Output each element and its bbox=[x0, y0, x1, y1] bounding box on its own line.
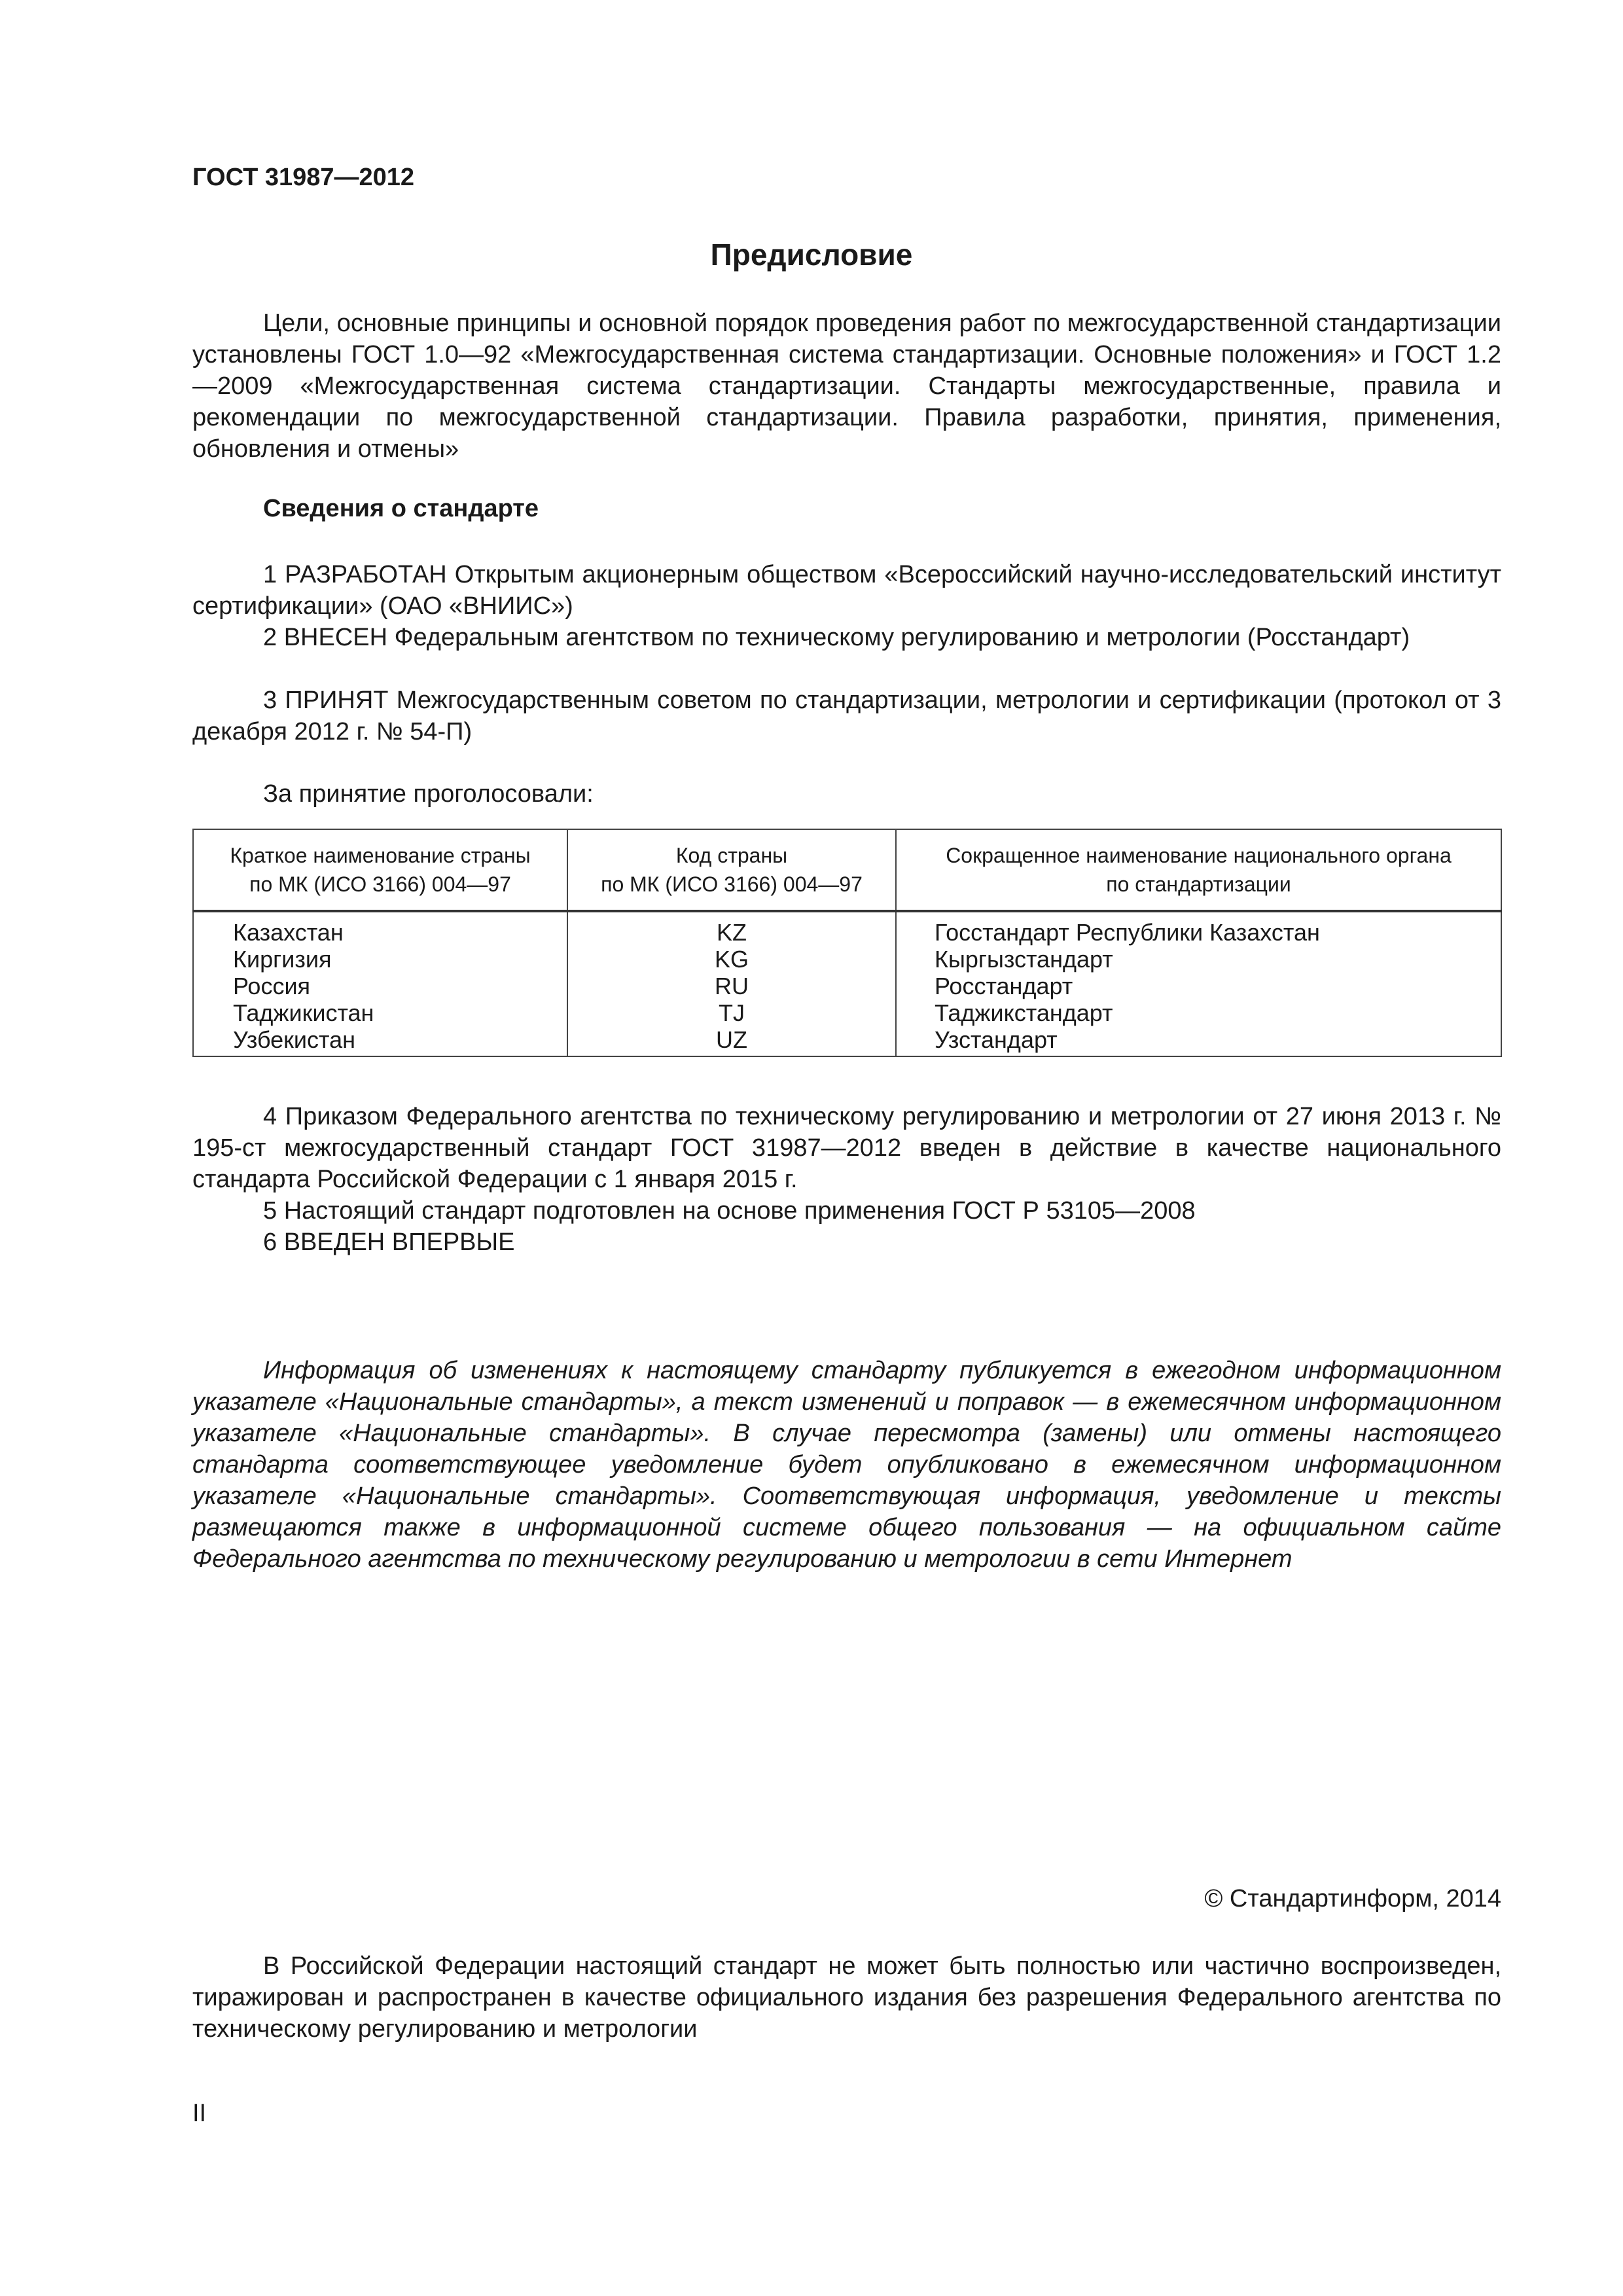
standard-info-heading: Сведения о стандарте bbox=[263, 495, 539, 522]
table-row bbox=[193, 911, 1501, 946]
header-national-body: Сокращенное наименование национального органа по стандартизации bbox=[896, 829, 1501, 911]
body-cell: Кыргызстандарт bbox=[896, 946, 1501, 973]
intro-paragraph: Цели, основные принципы и основной порядок проведения работ по межгосударственной стандартизации установлены ГОСТ 1.0—92 «Межгосударственная система стандартизации. Основные положения» и ГОСТ 1.2—2009 «Межгосударственная система стандартизации. Стандарты межгосударственные, правила и рекомендации по межгосударственной стандартизации. Правила разработки, принятия, применения, обновления и отмены» bbox=[192, 310, 1501, 463]
body-cell: Узстандарт bbox=[896, 1026, 1501, 1056]
table-row bbox=[193, 973, 1501, 999]
copyright-notice: © Стандартинформ, 2014 bbox=[1204, 1885, 1501, 1912]
code-cell: KG bbox=[567, 946, 896, 973]
country-cell: Таджикистан bbox=[193, 999, 567, 1026]
body-cell: Госстандарт Республики Казахстан bbox=[896, 911, 1501, 946]
item-developed: 1 РАЗРАБОТАН Открытым акционерным обществом «Всероссийский научно-исследовательский институт сертификации» (ОАО «ВНИИС») bbox=[192, 561, 1501, 620]
changes-info-paragraph: Информация об изменениях к настоящему стандарту публикуется в ежегодном информационном указателе «Национальные стандарты», а текст изменений и поправок — в ежемесячном информационном указателе «Национальные стандарты». В случае пересмотра (замены) или отмены настоящего стандарта соответствующее уведомление будет опубликовано в ежемесячном информационном указателе «Национальные стандарты». Соответствующая информация, уведомление и тексты размещаются также в информационной системе общего пользования — на официальном сайте Федерального агентства по техническому регулированию и метрологии в сети Интернет bbox=[192, 1357, 1501, 1573]
table-row bbox=[193, 946, 1501, 973]
document-code-header: ГОСТ 31987—2012 bbox=[192, 164, 415, 191]
item-enacted: 4 Приказом Федерального агентства по техническому регулированию и метрологии от 27 июня 2013 г. № 195-ст межгосударственный стандарт ГОСТ 31987—2012 введен в действие в качестве национального стандарта Российской Федерации с 1 января 2015 г. bbox=[192, 1103, 1501, 1193]
header-country-name: Краткое наименование страны по МК (ИСО 3166) 004—97 bbox=[193, 829, 567, 911]
code-cell: RU bbox=[567, 973, 896, 999]
code-cell: KZ bbox=[567, 911, 896, 946]
header-country-code: Код страны по МК (ИСО 3166) 004—97 bbox=[567, 829, 896, 911]
country-cell: Киргизия bbox=[193, 946, 567, 973]
voted-label: За принятие проголосовали: bbox=[263, 780, 594, 808]
item-submitted: 2 ВНЕСЕН Федеральным агентством по техническому регулированию и метрологии (Росстандарт) bbox=[263, 624, 1410, 651]
body-cell: Таджикстандарт bbox=[896, 999, 1501, 1026]
country-cell: Россия bbox=[193, 973, 567, 999]
body-cell: Росстандарт bbox=[896, 973, 1501, 999]
code-cell: TJ bbox=[567, 999, 896, 1026]
table-header-row bbox=[193, 829, 1501, 911]
country-cell: Узбекистан bbox=[193, 1026, 567, 1056]
country-cell: Казахстан bbox=[193, 911, 567, 946]
voting-table bbox=[192, 829, 1502, 1057]
table-row bbox=[193, 1026, 1501, 1056]
item-based-on: 5 Настоящий стандарт подготовлен на основе применения ГОСТ Р 53105—2008 bbox=[263, 1197, 1196, 1225]
page-title: Предисловие bbox=[710, 238, 913, 272]
item-adopted: 3 ПРИНЯТ Межгосударственным советом по стандартизации, метрологии и сертификации (протокол от 3 декабря 2012 г. № 54-П) bbox=[192, 687, 1501, 745]
code-cell: UZ bbox=[567, 1026, 896, 1056]
item-introduced-first: 6 ВВЕДЕН ВПЕРВЫЕ bbox=[263, 1229, 515, 1256]
rights-notice-paragraph: В Российской Федерации настоящий стандарт не может быть полностью или частично воспроизведен, тиражирован и распространен в качестве официального издания без разрешения Федерального агентства по техническому регулированию и метрологии bbox=[192, 1952, 1501, 2043]
table-row bbox=[193, 999, 1501, 1026]
page-number: II bbox=[192, 2100, 207, 2127]
